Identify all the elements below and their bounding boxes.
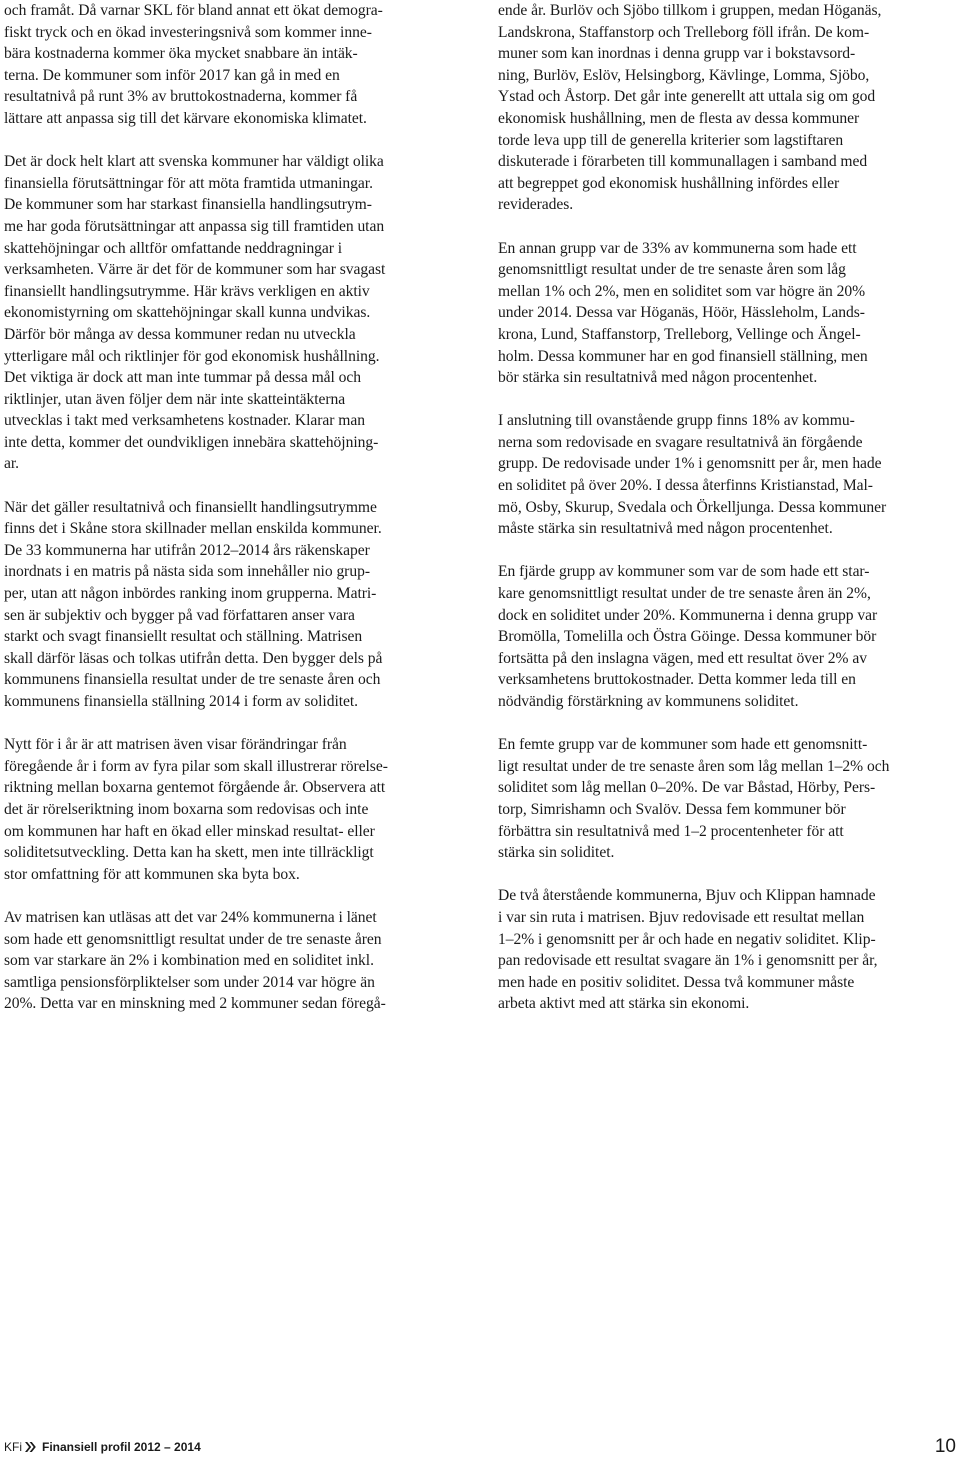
paragraph-skl-warning: och framåt. Då varnar SKL för bland annat ett ökat demogra- fiskt tryck och en ökad investeringsnivå som kommer inne- bära kostnaderna kommer öka mycket snabbare än intäk- terna. De kommuner som inför 2017 kan gå in med en resultatnivå på runt 3% av bruttokostnaderna, kommer få lättare att anpassa sig till det kärvare ekonomiska klimatet. (4, 2, 383, 127)
paragraph-third-group: I anslutning till ovanstående grupp finns 18% av kommu- nerna som redovisade en svagare resultatnivå än förgående grupp. De redovisade under 1% i genomsnitt per år, men hade en soliditet på över 20%. I dessa återfinns Kristianstad, Mal- mö, Osby, Skurup, Svedala och Örkelljunga. Dessa kommuner måste stärka sin resultatnivå med någon procentenhet. (498, 412, 887, 538)
paragraph-fifth-group: En femte grupp var de kommuner som hade ett genomsnitt- ligt resultat under de tre senaste åren som låg mellan 1–2% och soliditet som låg mellan 0–20%. De var Båstad, Hörby, Pers- torp, Simrishamn och Svalöv. Dessa fem kommuner bör förbättra sin resultatnivå med 1–2 procentenheter för att stärka sin soliditet. (498, 736, 890, 862)
brand-name: KFi (4, 1440, 22, 1454)
paragraph-second-group: En annan grupp var de 33% av kommunerna som hade ett genomsnittligt resultat under de tre senaste åren som låg mellan 1% och 2%, men en soliditet som var högre än 20% under 2014. Dessa var Höganäs, Höör, Hässleholm, Lands- krona, Lund, Staffanstorp, Trelleborg, Vellinge och Ängel- holm. Dessa kommuner har en god finansiell ställning, men bör stärka sin resultatnivå med någon procentenhet. (498, 239, 868, 387)
page-footer (0, 1437, 960, 1459)
paragraph-strong-group-start: Av matrisen kan utläsas att det var 24% kommunerna i länet som hade ett genomsnittligt resultat under de tre senaste åren som var starkare än 2% i kombination med en soliditet inkl. samtliga pensionsförpliktelser som under 2014 var högre än 20%. Detta var en minskning med 2 kommuner sedan föregå- (4, 908, 386, 1013)
paragraph-fourth-group: En fjärde grupp av kommuner som var de som hade ett star- kare genomsnittligt resultat under de tre senaste åren än 2%, dock en soliditet under 20%. Kommunerna i denna grupp var Bromölla, Tomelilla och Östra Göinge. Dessa kommuner bör fortsätta på den inslagna vägen, med ett resultat över 2% av verksamhetens bruttokostnader. Detta kommer leda till en nödvändig förstärkning av kommunens soliditet. (498, 563, 878, 710)
paragraph-financial-conditions: Det är dock helt klart att svenska kommuner har väldigt olika finansiella förutsättningar för att möta framtida utmaningar. De kommuner som har starkast finansiella handlingsutrym- me har goda förutsättningar att anpassa sig till framtiden utan skattehöjningar och alltför omfattande neddragningar i verksamheten. Värre är det för de kommuner som har svagast finansiellt handlingsutrymme. Här krävs verkligen en aktiv ekonomistyrning om skattehöjningar skall kunna undvikas. Därför bör många av dessa kommuner redan nu utveckla ytterligare mål och riktlinjer för god ekonomisk hushållning. Det viktiga är dock att man inte tummar på dessa mål och riktlinjer, utan även följer dem när inte skatteintäkterna utvecklas i takt med verksamhetens kostnader. Klarar man inte detta, kommer det oundvikligen innebära skattehöjning- ar. (4, 153, 386, 473)
left-text-column (4, 0, 466, 1037)
paragraph-skane-differences: När det gäller resultatnivå och finansiellt handlingsutrymme finns det i Skåne stora skillnader mellan enskilda kommuner. De 33 kommunerna har utifrån 2012–2014 års räkenskaper inordnats i en matris på nästa sida som innehåller nio grup- per, utan att någon inbördes ranking inom grupperna. Matri- sen är subjektiv och bygger på vad författaren anser vara starkt och svagt finansiellt resultat och ställning. Matrisen skall därför läsas och tolkas utifrån detta. Den bygger dels på kommunens finansiella resultat under de tre senaste åren och kommunens finansiella ställning 2014 i form av soliditet. (4, 498, 383, 710)
double-chevron-right-icon (25, 1441, 36, 1455)
publication-title: Finansiell profil 2012 – 2014 (42, 1440, 201, 1454)
page-number: 10 (934, 1436, 956, 1457)
paragraph-matrix-arrows: Nytt för i år är att matrisen även visar förändringar från föregående år i form av fyra pilar som skall illustrerar rörelse- riktning mellan boxarna gentemot förgående år. Observera att det är rörelseriktning inom boxarna som redovisas och inte om kommunen har haft en ökad eller minskad resultat- eller soliditetsutveckling. Detta kan ha skett, men inte tillräckligt stor omfattning för att kommunen ska byta box. (4, 736, 388, 883)
paragraph-strong-group-end: ende år. Burlöv och Sjöbo tillkom i gruppen, medan Höganäs, Landskrona, Staffanstorp och Trelleborg föll ifrån. De kom- muner som kan inordnas i denna grupp var i bokstavsord- ning, Burlöv, Eslöv, Helsingborg, Kävlinge, Lomma, Sjöbo, Ystad och Åstorp. Det går inte generellt att uttala sig om god ekonomisk hushållning, men de flesta av dessa kommuner torde leva upp till de generella kriterier som lagstiftaren diskuterade i förarbeten till kommunallagen i samband med att begreppet god ekonomisk hushållning infördes eller reviderades. (498, 2, 882, 214)
right-text-column (498, 0, 960, 1037)
paragraph-remaining-municipalities: De två återstående kommunerna, Bjuv och Klippan hamnade i var sin ruta i matrisen. Bjuv redovisade ett resultat mellan 1–2% i genomsnitt per år och hade en negativ soliditet. Klip- pan redovisade ett resultat svagare än 1% i genomsnitt per år, men hade en positiv soliditet. Dessa två kommuner måste arbeta aktivt med att stärka sin ekonomi. (498, 887, 878, 1013)
footer-brand (4, 1440, 201, 1455)
